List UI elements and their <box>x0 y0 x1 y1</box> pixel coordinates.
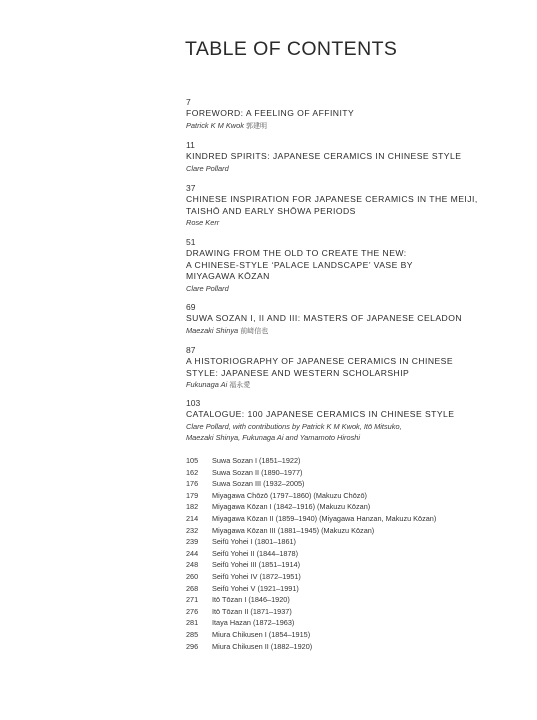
entry-author: Clare Pollard, with contributions by Patrick K M Kwok, Itō Mitsuko, <box>186 421 402 431</box>
catalogue-list <box>186 455 486 652</box>
toc-entry <box>186 97 486 132</box>
list-item <box>186 617 486 629</box>
list-item-text: Seifū Yohei IV (1872–1951) <box>212 571 301 581</box>
list-item <box>186 536 486 548</box>
list-item-page: 105 <box>186 456 199 465</box>
list-item-text: Miura Chikusen II (1882–1920) <box>212 641 313 651</box>
entry-page-number: 87 <box>186 345 196 355</box>
entry-author: Rose Kerr <box>186 218 220 227</box>
entry-author: Clare Pollard <box>186 283 229 293</box>
entry-title: KINDRED SPIRITS: JAPANESE CERAMICS IN CHINESE STYLE <box>186 151 462 161</box>
list-item-text: Itaya Hazan (1872–1963) <box>212 618 295 628</box>
toc-entry <box>186 237 486 294</box>
toc-entry <box>186 140 486 174</box>
entry-author <box>186 325 486 337</box>
list-item-text: Seifū Yohei III (1851–1914) <box>212 560 301 570</box>
entry-title-line: TAISHŌ AND EARLY SHŌWA PERIODS <box>186 205 356 216</box>
page-title: TABLE OF CONTENTS <box>185 38 398 60</box>
list-item <box>186 571 486 583</box>
list-item <box>186 478 486 490</box>
toc-entry <box>186 302 486 337</box>
list-item-text: Miyagawa Kōzan III (1881–1945) (Makuzu Kōzan) <box>212 525 375 535</box>
toc-entry <box>186 345 486 391</box>
entry-author <box>186 379 486 391</box>
list-item-page: 281 <box>186 618 199 628</box>
list-item-page: 268 <box>186 583 199 593</box>
list-item <box>186 606 486 618</box>
author-name: Maezaki Shinya <box>186 325 239 335</box>
author-name-cjk: 福永愛 <box>229 381 251 389</box>
list-item-page: 260 <box>186 571 199 581</box>
entry-title: FOREWORD: A FEELING OF AFFINITY <box>186 108 355 118</box>
list-item-text: Suwa Sozan II (1890–1977) <box>212 467 303 477</box>
entry-title: A HISTORIOGRAPHY OF JAPANESE CERAMICS IN CHINESE <box>186 356 454 366</box>
entry-page-number: 51 <box>186 237 196 247</box>
list-item <box>186 467 486 479</box>
list-item-text: Seifū Yohei I (1801–1861) <box>212 537 296 547</box>
list-item <box>186 641 486 653</box>
list-item <box>186 455 486 467</box>
list-item-text: Seifū Yohei II (1844–1878) <box>212 548 299 558</box>
list-item <box>186 629 486 641</box>
list-item <box>186 513 486 525</box>
list-item-page: 285 <box>186 629 199 639</box>
list-item-text: Miyagawa Kōzan II (1859–1940) (Miyagawa Hanzan, Makuzu Kōzan) <box>212 513 437 523</box>
toc-entry <box>186 398 486 443</box>
list-item-page: 271 <box>186 595 199 605</box>
entry-title: CATALOGUE: 100 JAPANESE CERAMICS IN CHINESE STYLE <box>186 409 455 419</box>
list-item-text: Miyagawa Kōzan I (1842–1916) (Makuzu Kōzan) <box>212 502 371 512</box>
entry-title: DRAWING FROM THE OLD TO CREATE THE NEW: <box>186 248 407 258</box>
list-item-text: Itō Tōzan I (1846–1920) <box>212 595 290 605</box>
entry-author: Clare Pollard <box>186 163 229 173</box>
list-item-page: 248 <box>186 560 199 570</box>
list-item-text: Miyagawa Chōzō (1797–1860) (Makuzu Chōzō) <box>212 490 367 500</box>
list-item-page: 239 <box>186 537 199 547</box>
list-item-text: Suwa Sozan I (1851–1922) <box>212 456 301 465</box>
list-item-page: 296 <box>186 641 199 651</box>
list-item-page: 232 <box>186 525 199 535</box>
entry-page-number: 11 <box>186 140 195 150</box>
list-item-page: 276 <box>186 606 199 616</box>
list-item <box>186 490 486 502</box>
list-item <box>186 559 486 571</box>
list-item-text: Seifū Yohei V (1921–1991) <box>212 583 299 593</box>
author-name: Fukunaga Ai <box>186 380 228 389</box>
entry-title-line: STYLE: JAPANESE AND WESTERN SCHOLARSHIP <box>186 367 410 378</box>
entry-page-number: 7 <box>186 97 191 107</box>
entry-title-line: A CHINESE-STYLE ‘PALACE LANDSCAPE’ VASE BY <box>186 259 413 270</box>
list-item-page: 182 <box>186 502 199 512</box>
list-item <box>186 501 486 513</box>
entry-author <box>186 120 486 132</box>
list-item <box>186 525 486 537</box>
list-item-page: 244 <box>186 548 199 558</box>
list-item-page: 162 <box>186 467 199 477</box>
list-item-page: 176 <box>186 479 199 489</box>
entry-page-number: 37 <box>186 183 196 193</box>
list-item <box>186 594 486 606</box>
list-item-text: Itō Tōzan II (1871–1937) <box>212 606 292 616</box>
list-item <box>186 583 486 595</box>
entry-title: SUWA SOZAN I, II AND III: MASTERS OF JAPANESE CELADON <box>186 313 462 323</box>
author-name: Patrick K M Kwok <box>186 120 244 130</box>
author-name-cjk: 前﨑信也 <box>240 326 269 335</box>
toc-entry <box>186 183 486 228</box>
list-item-text: Suwa Sozan III (1932–2005) <box>212 479 305 489</box>
entry-title: CHINESE INSPIRATION FOR JAPANESE CERAMICS IN THE MEIJI, <box>186 194 478 204</box>
list-item-page: 214 <box>186 513 199 523</box>
entry-title-line: MIYAGAWA KŌZAN <box>186 271 270 281</box>
list-item <box>186 548 486 560</box>
author-name-cjk: 郭建明 <box>245 121 267 130</box>
entry-author-line: Maezaki Shinya, Fukunaga Ai and Yamamoto Hiroshi <box>186 432 361 442</box>
entry-page-number: 103 <box>186 398 201 408</box>
entry-page-number: 69 <box>186 302 196 312</box>
list-item-page: 179 <box>186 490 199 500</box>
list-item-text: Miura Chikusen I (1854–1915) <box>212 629 311 639</box>
